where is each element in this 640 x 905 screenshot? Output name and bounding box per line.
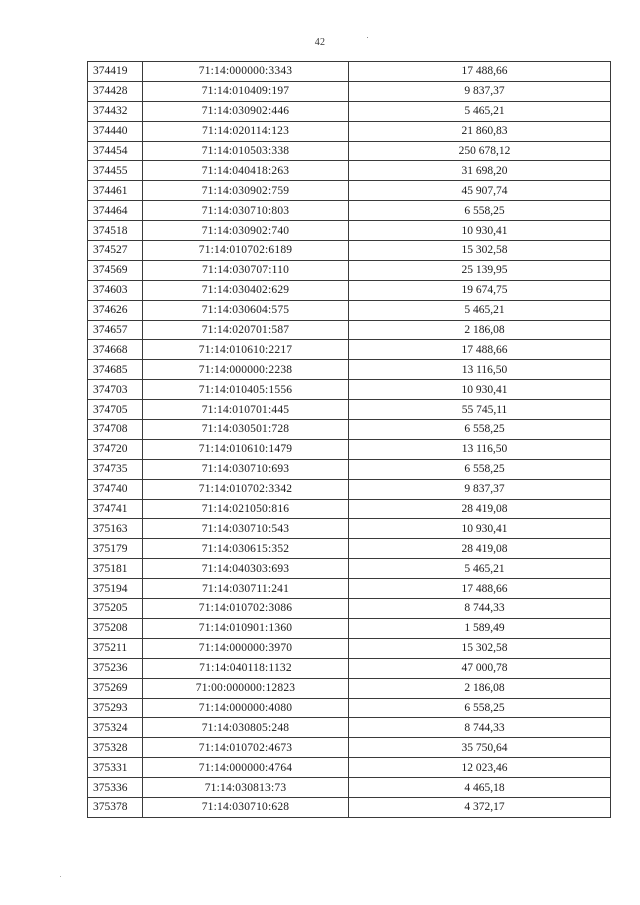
table-row <box>88 121 611 141</box>
table-row <box>88 778 611 798</box>
table-row <box>88 479 611 499</box>
row-id-cell: 375208 <box>88 618 143 638</box>
amount-cell: 8 744,33 <box>349 599 611 619</box>
amount-cell: 2 186,08 <box>349 678 611 698</box>
cadastral-number-cell: 71:14:040118:1132 <box>143 658 349 678</box>
amount-cell: 35 750,64 <box>349 738 611 758</box>
table-row <box>88 62 611 82</box>
table-row <box>88 658 611 678</box>
cadastral-number-cell: 71:14:010503:338 <box>143 141 349 161</box>
scan-speck <box>367 37 368 38</box>
table-row <box>88 400 611 420</box>
row-id-cell: 375336 <box>88 778 143 798</box>
table-row <box>88 758 611 778</box>
amount-cell: 13 116,50 <box>349 439 611 459</box>
cadastral-number-cell: 71:14:030710:693 <box>143 459 349 479</box>
row-id-cell: 375194 <box>88 579 143 599</box>
cadastral-number-cell: 71:14:010610:2217 <box>143 340 349 360</box>
amount-cell: 4 372,17 <box>349 797 611 817</box>
table-row <box>88 141 611 161</box>
amount-cell: 55 745,11 <box>349 400 611 420</box>
row-id-cell: 374657 <box>88 320 143 340</box>
cadastral-number-cell: 71:14:030902:446 <box>143 101 349 121</box>
row-id-cell: 375236 <box>88 658 143 678</box>
cadastral-number-cell: 71:14:030805:248 <box>143 718 349 738</box>
cadastral-number-cell: 71:14:010702:3342 <box>143 479 349 499</box>
cadastral-number-cell: 71:14:030711:241 <box>143 579 349 599</box>
cadastral-number-cell: 71:14:000000:4764 <box>143 758 349 778</box>
row-id-cell: 375181 <box>88 559 143 579</box>
row-id-cell: 374708 <box>88 420 143 440</box>
amount-cell: 13 116,50 <box>349 360 611 380</box>
table-row <box>88 559 611 579</box>
table-row <box>88 181 611 201</box>
row-id-cell: 374569 <box>88 260 143 280</box>
table-row <box>88 618 611 638</box>
amount-cell: 10 930,41 <box>349 221 611 241</box>
cadastral-number-cell: 71:14:000000:3343 <box>143 62 349 82</box>
cadastral-number-cell: 71:14:040303:693 <box>143 559 349 579</box>
amount-cell: 10 930,41 <box>349 380 611 400</box>
row-id-cell: 375378 <box>88 797 143 817</box>
amount-cell: 47 000,78 <box>349 658 611 678</box>
amount-cell: 1 589,49 <box>349 618 611 638</box>
row-id-cell: 374419 <box>88 62 143 82</box>
row-id-cell: 374461 <box>88 181 143 201</box>
amount-cell: 2 186,08 <box>349 320 611 340</box>
row-id-cell: 374464 <box>88 201 143 221</box>
row-id-cell: 374432 <box>88 101 143 121</box>
row-id-cell: 374527 <box>88 241 143 261</box>
row-id-cell: 375293 <box>88 698 143 718</box>
table-row <box>88 340 611 360</box>
row-id-cell: 374685 <box>88 360 143 380</box>
table-row <box>88 698 611 718</box>
table-row <box>88 738 611 758</box>
cadastral-number-cell: 71:14:040418:263 <box>143 161 349 181</box>
row-id-cell: 374518 <box>88 221 143 241</box>
cadastral-number-cell: 71:14:010409:197 <box>143 81 349 101</box>
table-row <box>88 459 611 479</box>
table-row <box>88 718 611 738</box>
amount-cell: 15 302,58 <box>349 241 611 261</box>
amount-cell: 9 837,37 <box>349 81 611 101</box>
amount-cell: 6 558,25 <box>349 201 611 221</box>
cadastral-number-cell: 71:14:030402:629 <box>143 280 349 300</box>
row-id-cell: 374735 <box>88 459 143 479</box>
table-row <box>88 539 611 559</box>
row-id-cell: 374668 <box>88 340 143 360</box>
cadastral-number-cell: 71:14:000000:4080 <box>143 698 349 718</box>
row-id-cell: 374440 <box>88 121 143 141</box>
data-table <box>87 61 611 818</box>
row-id-cell: 375328 <box>88 738 143 758</box>
row-id-cell: 374454 <box>88 141 143 161</box>
cadastral-number-cell: 71:14:010901:1360 <box>143 618 349 638</box>
row-id-cell: 375324 <box>88 718 143 738</box>
table-row <box>88 81 611 101</box>
cadastral-number-cell: 71:14:010702:6189 <box>143 241 349 261</box>
cadastral-number-cell: 71:14:030615:352 <box>143 539 349 559</box>
cadastral-number-cell: 71:14:000000:3970 <box>143 638 349 658</box>
amount-cell: 28 419,08 <box>349 499 611 519</box>
table-row <box>88 101 611 121</box>
row-id-cell: 374705 <box>88 400 143 420</box>
table-row <box>88 380 611 400</box>
amount-cell: 5 465,21 <box>349 559 611 579</box>
row-id-cell: 374703 <box>88 380 143 400</box>
table-row <box>88 221 611 241</box>
amount-cell: 5 465,21 <box>349 300 611 320</box>
amount-cell: 8 744,33 <box>349 718 611 738</box>
table-row <box>88 280 611 300</box>
page-number: 42 <box>314 37 326 48</box>
table-row <box>88 300 611 320</box>
row-id-cell: 374428 <box>88 81 143 101</box>
cadastral-number-cell: 71:14:020701:587 <box>143 320 349 340</box>
cadastral-number-cell: 71:14:030710:628 <box>143 797 349 817</box>
amount-cell: 17 488,66 <box>349 579 611 599</box>
table-row <box>88 420 611 440</box>
cadastral-number-cell: 71:14:030604:575 <box>143 300 349 320</box>
amount-cell: 31 698,20 <box>349 161 611 181</box>
cadastral-number-cell: 71:14:030710:543 <box>143 519 349 539</box>
cadastral-number-cell: 71:14:010702:4673 <box>143 738 349 758</box>
cadastral-number-cell: 71:14:030501:728 <box>143 420 349 440</box>
table-row <box>88 241 611 261</box>
cadastral-number-cell: 71:14:030813:73 <box>143 778 349 798</box>
amount-cell: 45 907,74 <box>349 181 611 201</box>
table-row <box>88 260 611 280</box>
row-id-cell: 375179 <box>88 539 143 559</box>
row-id-cell: 374455 <box>88 161 143 181</box>
amount-cell: 15 302,58 <box>349 638 611 658</box>
row-id-cell: 374741 <box>88 499 143 519</box>
amount-cell: 9 837,37 <box>349 479 611 499</box>
row-id-cell: 374603 <box>88 280 143 300</box>
amount-cell: 21 860,83 <box>349 121 611 141</box>
amount-cell: 17 488,66 <box>349 340 611 360</box>
cadastral-number-cell: 71:14:010701:445 <box>143 400 349 420</box>
cadastral-number-cell: 71:14:010405:1556 <box>143 380 349 400</box>
table-row <box>88 201 611 221</box>
table-row <box>88 638 611 658</box>
scan-speck <box>60 876 61 877</box>
amount-cell: 28 419,08 <box>349 539 611 559</box>
cadastral-number-cell: 71:14:030707:110 <box>143 260 349 280</box>
amount-cell: 5 465,21 <box>349 101 611 121</box>
row-id-cell: 375211 <box>88 638 143 658</box>
cadastral-number-cell: 71:00:000000:12823 <box>143 678 349 698</box>
amount-cell: 6 558,25 <box>349 420 611 440</box>
table-row <box>88 499 611 519</box>
table-row <box>88 519 611 539</box>
row-id-cell: 374626 <box>88 300 143 320</box>
cadastral-number-cell: 71:14:010610:1479 <box>143 439 349 459</box>
row-id-cell: 375205 <box>88 599 143 619</box>
amount-cell: 4 465,18 <box>349 778 611 798</box>
amount-cell: 19 674,75 <box>349 280 611 300</box>
amount-cell: 25 139,95 <box>349 260 611 280</box>
amount-cell: 17 488,66 <box>349 62 611 82</box>
row-id-cell: 375331 <box>88 758 143 778</box>
row-id-cell: 374740 <box>88 479 143 499</box>
table-row <box>88 579 611 599</box>
table-body <box>88 62 611 818</box>
cadastral-number-cell: 71:14:010702:3086 <box>143 599 349 619</box>
amount-cell: 250 678,12 <box>349 141 611 161</box>
cadastral-number-cell: 71:14:000000:2238 <box>143 360 349 380</box>
cadastral-number-cell: 71:14:030710:803 <box>143 201 349 221</box>
cadastral-number-cell: 71:14:030902:740 <box>143 221 349 241</box>
table-row <box>88 678 611 698</box>
table-row <box>88 599 611 619</box>
amount-cell: 10 930,41 <box>349 519 611 539</box>
amount-cell: 6 558,25 <box>349 698 611 718</box>
row-id-cell: 375269 <box>88 678 143 698</box>
table-row <box>88 161 611 181</box>
cadastral-number-cell: 71:14:030902:759 <box>143 181 349 201</box>
row-id-cell: 374720 <box>88 439 143 459</box>
table-row <box>88 320 611 340</box>
table-row <box>88 439 611 459</box>
row-id-cell: 375163 <box>88 519 143 539</box>
cadastral-number-cell: 71:14:021050:816 <box>143 499 349 519</box>
table-row <box>88 360 611 380</box>
cadastral-number-cell: 71:14:020114:123 <box>143 121 349 141</box>
table-row <box>88 797 611 817</box>
amount-cell: 6 558,25 <box>349 459 611 479</box>
amount-cell: 12 023,46 <box>349 758 611 778</box>
